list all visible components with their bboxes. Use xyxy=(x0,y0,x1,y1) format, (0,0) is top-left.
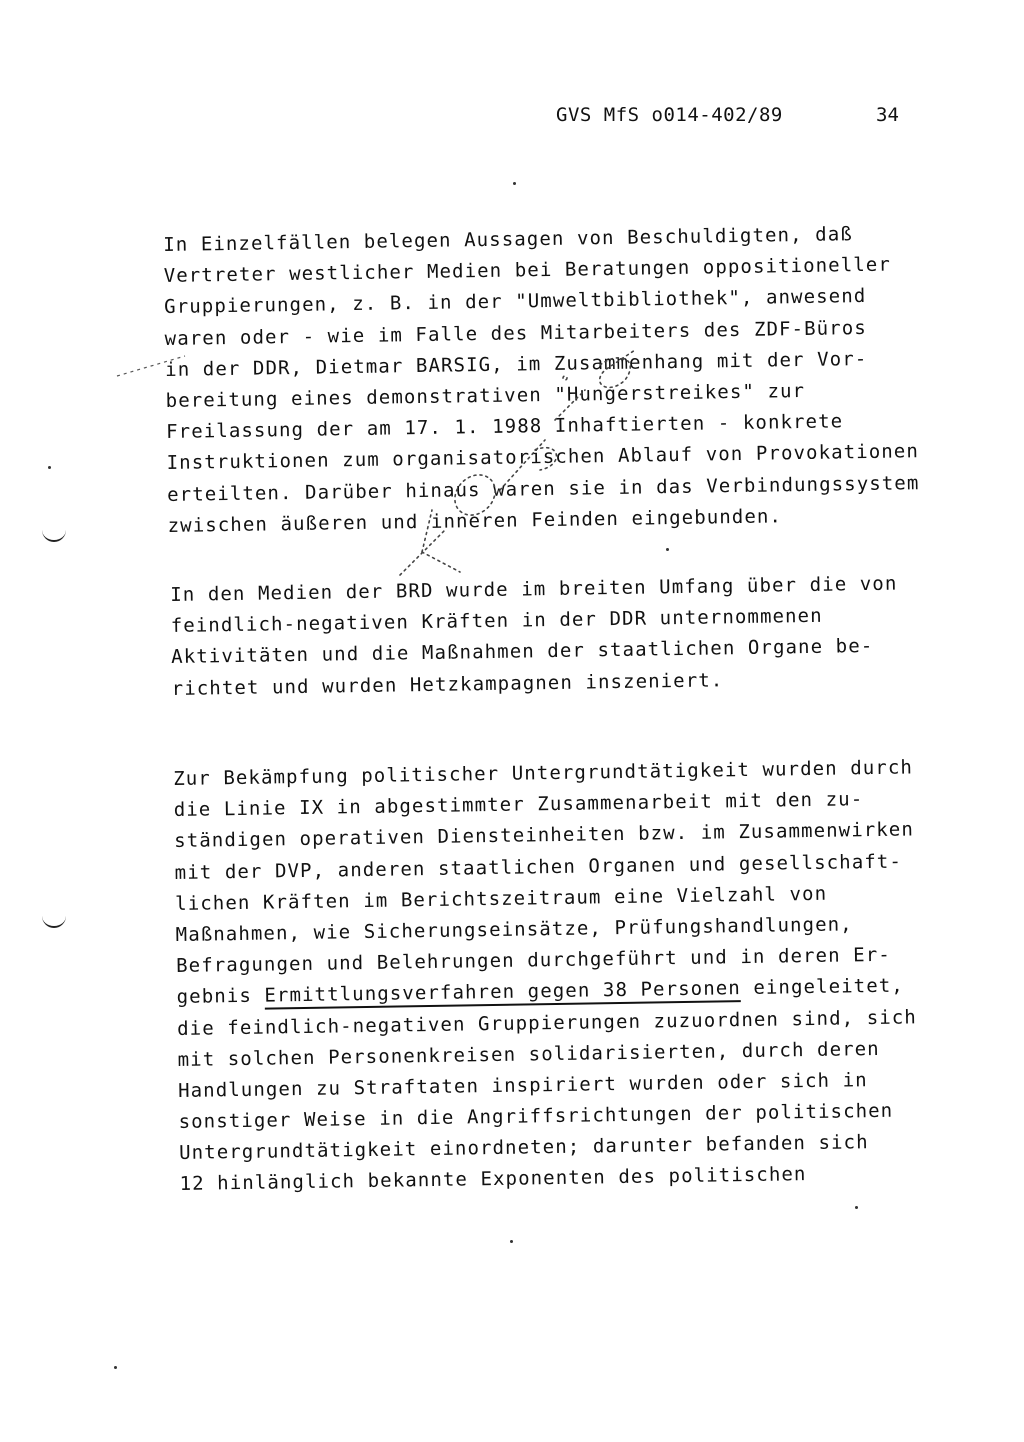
text-line: bereitung eines demonstrativen "Hungerstreikes" zur xyxy=(165,379,806,412)
text-line: Handlungen zu Straftaten inspiriert wurden oder sich in xyxy=(177,1069,868,1102)
text-line: sonstiger Weise in die Angriffsrichtungen der politischen xyxy=(178,1099,894,1134)
text-line: Vertreter westlicher Medien bei Beratungen oppositioneller xyxy=(163,253,892,288)
text-line: die Linie IX in abgestimmter Zusammenarbeit mit den zu- xyxy=(173,788,864,822)
text-line: in der DDR, Dietmar BARSIG, im Zusammenhang mit der Vor- xyxy=(165,347,868,381)
paper-speck xyxy=(114,1366,117,1369)
text-line: richtet und wurden Hetzkampagnen inszeniert. xyxy=(171,668,724,700)
text-line: Untergrundtätigkeit einordneten; darunter befanden sich xyxy=(178,1131,869,1165)
text-line: Zur Bekämpfung politischer Untergrundtätigkeit wurden durch xyxy=(173,756,914,790)
punch-hole-mark xyxy=(42,528,66,542)
text-line: ständigen operativen Diensteinheiten bzw. im Zusammenwirken xyxy=(174,818,915,853)
paper-speck xyxy=(513,182,516,185)
text-line: waren oder - wie im Falle des Mitarbeiters des ZDF-Büros xyxy=(164,316,867,350)
text-line: Freilassung der am 17. 1. 1988 Inhaftierten - konkrete xyxy=(166,410,844,444)
text-line: 12 hinlänglich bekannte Exponenten des politischen xyxy=(179,1163,807,1196)
paragraph-media-representatives xyxy=(163,218,920,542)
text-line: erteilten. Darüber hinaus waren sie in das Verbindungssystem xyxy=(166,471,920,506)
text-line: Gruppierungen, z. B. in der "Umweltbibliothek", anwesend xyxy=(164,285,867,319)
text-line: Instruktionen zum organisatorischen Ablauf von Provokationen xyxy=(166,440,920,475)
text-line: die feindlich-negativen Gruppierungen zuzuordnen sind, sich xyxy=(176,1005,918,1040)
text-line: mit der DVP, anderen staatlichen Organen und gesellschaft- xyxy=(174,850,903,884)
text-line: Befragungen und Belehrungen durchgeführt und in deren Er- xyxy=(176,943,891,978)
text-line: Maßnahmen, wie Sicherungseinsätze, Prüfungshandlungen, xyxy=(175,913,853,946)
text-line: In Einzelfällen belegen Aussagen von Beschuldigten, daß xyxy=(163,223,853,256)
text-segment: eingeleitet, xyxy=(740,974,905,1000)
underlined-proceedings: Ermittlungsverfahren gegen 38 Personen xyxy=(264,977,741,1009)
text-line: feindlich-negativen Kräften in der DDR unternommenen xyxy=(170,604,823,638)
text-line: In den Medien der BRD wurde im breiten Umfang über die von xyxy=(170,572,898,606)
paragraph-countermeasures xyxy=(173,752,920,1200)
paper-speck xyxy=(855,1206,858,1209)
text-line: zwischen äußeren und inneren Feinden eingebunden. xyxy=(167,505,783,537)
paragraph-brd-media xyxy=(170,569,899,705)
punch-hole-mark xyxy=(42,914,66,928)
text-line: mit solchen Personenkreisen solidarisierten, durch deren xyxy=(177,1037,880,1071)
text-line: Aktivitäten und die Maßnahmen der staatlichen Organe be- xyxy=(171,635,874,669)
text-segment: gebnis xyxy=(176,984,265,1009)
paper-speck xyxy=(48,466,51,469)
paper-speck xyxy=(666,548,669,551)
paper-speck xyxy=(510,1240,513,1243)
page-number: 34 xyxy=(876,104,899,126)
text-line: lichen Kräften im Berichtszeitraum eine Vielzahl von xyxy=(175,882,828,915)
document-reference: GVS MfS o014-402/89 xyxy=(556,104,783,126)
